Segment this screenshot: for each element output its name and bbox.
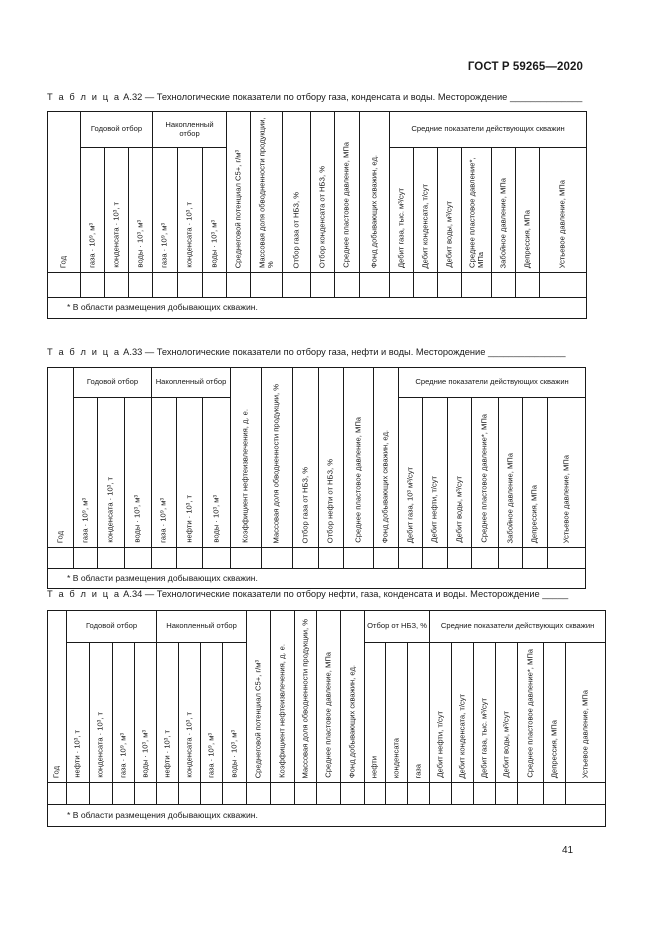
col-cond-annual: конденсата · 10³, т (105, 148, 129, 273)
col-depression: Депрессия, МПа (516, 148, 540, 273)
table-caption-a32 (47, 92, 582, 102)
data-table (47, 367, 586, 589)
page-number: 41 (562, 845, 574, 856)
col-oil-annual: конденсата · 10³, т (98, 398, 125, 548)
col-oil-nbz: Отбор нефти от НБЗ, % (319, 368, 344, 548)
col-cond-nbz: конденсата (386, 643, 408, 783)
group-annual: Годовой отбор (81, 112, 153, 148)
data-table (47, 111, 587, 319)
caption-label: Т а б л и ц а (47, 92, 121, 102)
col-gas-rate: Дебит газа, 10³ м³/сут (399, 398, 423, 548)
caption-text: А.32 — Технологические показатели по отбору газа, конденсата и воды. Месторождение ______________ (120, 92, 583, 102)
col-gas-cum: газа · 10⁹, м³ (201, 643, 223, 783)
col-wellhead-pressure: Устьевое давление, МПа (548, 398, 586, 548)
group-wells: Средние показатели действующих скважин (399, 368, 586, 398)
col-c5-potential: Среднеговой потенциал С5+, г/м³ (227, 112, 251, 273)
group-cumulative: Накопленный отбор (153, 112, 227, 148)
col-res-pressure: Среднее пластовое давление, МПа (335, 112, 360, 273)
group-nbz: Отбор от НБЗ, % (365, 611, 430, 643)
table-row (48, 783, 606, 805)
col-well-stock: Фонд добывающих скважин, ед. (360, 112, 390, 273)
col-gas-annual: газа · 10⁹, м³ (74, 398, 98, 548)
col-year: Год (48, 368, 74, 548)
caption-label: Т а б л и ц а (47, 589, 121, 599)
group-cumulative: Накопленный отбор (157, 611, 247, 643)
group-annual: Годовой отбор (74, 368, 152, 398)
table-a33 (47, 367, 586, 589)
table-footnote: * В области размещения добывающих скважин. (48, 805, 606, 827)
col-gas-rate: Дебит газа, тыс. м³/сут (390, 148, 414, 273)
col-recovery-factor: Коэффициент нефтеизвлечения, д. е. (271, 611, 295, 783)
table-row (48, 273, 587, 298)
col-c5-potential: Среднеговой потенциал С5+, г/м³ (247, 611, 271, 783)
col-res-pressure: Среднее пластовое давление, МПа (317, 611, 341, 783)
col-well-res-pressure: Среднее пластовое давление*, МПа (518, 643, 544, 783)
group-wells: Средние показатели действующих скважин (430, 611, 606, 643)
col-gas-cum: газа · 10⁹, м³ (152, 398, 177, 548)
col-gas-annual: газа · 10⁹, м³ (81, 148, 105, 273)
col-water-rate: Дебит воды, м³/сут (438, 148, 462, 273)
col-well-res-pressure: Среднее пластовое давление*, МПа (472, 398, 499, 548)
col-oil-annual: нефти · 10³, т (67, 643, 90, 783)
col-depression: Депрессия, МПа (544, 643, 566, 783)
table-footnote: * В области размещения добывающих скважин. (48, 298, 587, 319)
col-wellhead-pressure: Устьевое давление, МПа (566, 643, 606, 783)
col-gas-annual: газа · 10⁹, м³ (113, 643, 135, 783)
col-well-stock: Фонд добывающих скважин, ед. (374, 368, 399, 548)
col-oil-nbz: нефти (365, 643, 386, 783)
table-footnote: * В области размещения добывающих скважин. (48, 569, 586, 589)
table-row (48, 548, 586, 569)
col-water-annual: воды · 10³, м³ (125, 398, 152, 548)
col-gas-nbz: Отбор газа от НБЗ, % (283, 112, 311, 273)
col-year: Год (48, 112, 81, 273)
col-cond-rate: Дебит конденсата, т/сут (452, 643, 474, 783)
group-wells: Средние показатели действующих скважин (390, 112, 587, 148)
col-oil-rate: Дебит нефти, т/сут (423, 398, 448, 548)
col-cond-cum: конденсата · 10³, т (178, 148, 203, 273)
col-well-res-pressure: Среднее пластовое давление*, МПа (462, 148, 492, 273)
col-cond-cum: конденсата · 10³, т (179, 643, 201, 783)
col-water-cum: воды · 10³, м³ (203, 148, 227, 273)
col-cond-annual: конденсата · 10³, т (90, 643, 113, 783)
col-water-cut: Массовая доля обводненности продукции, % (251, 112, 283, 273)
col-depression: Депрессия, МПа (523, 398, 548, 548)
col-oil-cum: нефти · 10³, т (157, 643, 179, 783)
col-bottom-pressure: Забойное давление, МПа (492, 148, 516, 273)
data-table (47, 610, 606, 827)
col-water-cut: Массовая доля обводненности продукции, % (295, 611, 317, 783)
table-caption-a33 (47, 347, 566, 357)
caption-label: Т а б л и ц а (47, 347, 121, 357)
table-a32 (47, 111, 587, 319)
table-caption-a34 (47, 589, 568, 599)
col-cond-nbz: Отбор конденсата от НБЗ, % (311, 112, 335, 273)
col-recovery-factor: Коэффициент нефтеизвлечения, д. е. (231, 368, 262, 548)
col-water-annual: воды · 10³, м³ (129, 148, 153, 273)
col-oil-rate: Дебит нефти, т/сут (430, 643, 452, 783)
col-water-cum: воды · 10³, м³ (223, 643, 247, 783)
col-gas-nbz: газа (408, 643, 430, 783)
col-gas-rate: Дебит газа, тыс. м³/сут (474, 643, 496, 783)
caption-text: А.34 — Технологические показатели по отбору нефти, газа, конденсата и воды. Месторождение _____ (120, 589, 569, 599)
col-bottom-pressure: Забойное давление, МПа (499, 398, 523, 548)
group-cumulative: Накопленный отбор (152, 368, 231, 398)
col-water-cum: воды · 10³, м³ (203, 398, 231, 548)
col-oil-cum: нефти · 10³, т (177, 398, 203, 548)
col-water-rate: Дебит воды, м³/сут (448, 398, 472, 548)
col-water-cut: Массовая доля обводненности продукции, % (262, 368, 293, 548)
col-year: Год (48, 611, 67, 783)
col-wellhead-pressure: Устьевое давление, МПа (540, 148, 587, 273)
table-a34 (47, 610, 606, 827)
col-water-annual: воды · 10³, м³ (135, 643, 157, 783)
caption-text: А.33 — Технологические показатели по отбору газа, нефти и воды. Месторождение _______________ (120, 347, 566, 357)
col-gas-cum: газа · 10⁹, м³ (153, 148, 178, 273)
col-cond-rate: Дебит конденсата, т/сут (414, 148, 438, 273)
col-res-pressure: Среднее пластовое давление, МПа (344, 368, 374, 548)
col-water-rate: Дебит воды, м³/сут (496, 643, 518, 783)
group-annual: Годовой отбор (67, 611, 157, 643)
standard-designation: ГОСТ Р 59265—2020 (467, 61, 583, 73)
col-gas-nbz: Отбор газа от НБЗ, % (293, 368, 319, 548)
col-well-stock: Фонд добывающих скважин, ед. (341, 611, 365, 783)
